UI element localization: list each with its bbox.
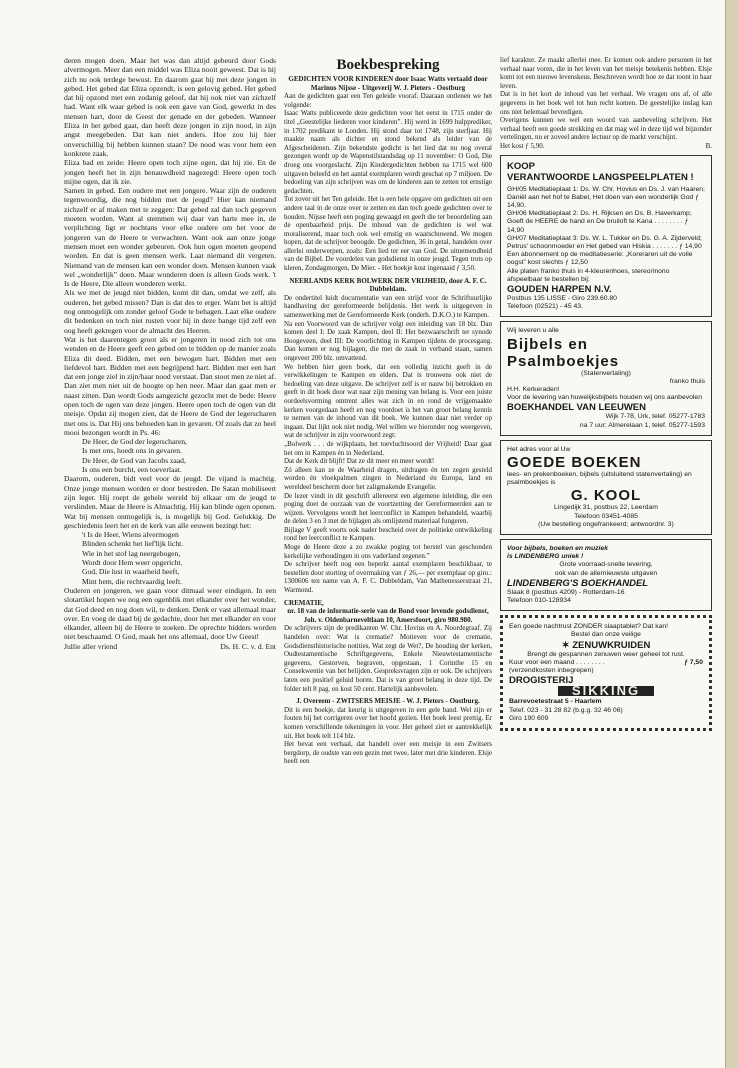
ad-note: franko thuis xyxy=(669,377,705,385)
paragraph: Het bevat een verhaal, dat handelt over een meisje in een Zwitsers bergdorp, de oudste van een gezin met twee, later met drie kinderen. Elsje heeft een xyxy=(284,740,492,766)
ad-company: BOEKHANDEL VAN LEEUWEN xyxy=(507,402,646,414)
ad-title: Bijbels en Psalmboekjes xyxy=(507,335,620,370)
ad-line: is LINDENBERG uniek ! xyxy=(507,553,584,561)
paragraph: Tot zover uit het Ten geleide. Het is een hele opgave om gedichten uit een andere taal in de onze over te zetten en dan toch goede gedichten over te houden. Nijsse heeft een poging gewaagd en geeft die ter beoordeling aan de openbaarheid prijs. De inhoud van de gedichten is wel wat moraliserend, maar toch ook wel ernstig en waarschuwend. We mogen hopen, dat de schrijver beoogde. De gedichten, 36 in getal, handelen over allerlei onderwerpen, zoals: Een lied ter eer van God. De uitnemendheid van de Bijbel. De voordelen van godsdienst in onze jeugd. Tegen trots op kleren, Zondagmorgen, De Mier. - Het boekje kost ingenaaid ƒ 3,50. xyxy=(284,195,492,273)
ad-address: Slaak 8 (postbus 4209) - Rotterdam-16 xyxy=(507,588,625,596)
paragraph: Eliza bad en zeide: Heere open toch zijne ogen, dat hij zie. En de jongen heeft het in zijn benauwdheid nagezegd: Heere open toch mijne ogen, dat ik zie. xyxy=(64,158,276,186)
ad-phone: Telefoon 010-128934 xyxy=(507,597,571,605)
poem-line: God, Die lust in waarheid heeft, xyxy=(82,567,180,577)
ad-line: Brengt de gespannen zenuwen weer geheel tot rust. xyxy=(527,650,685,658)
ad-line: Voor de levering van huwelijksbijbels houden wij ons aanbevolen xyxy=(507,394,702,402)
poem-line: Blinden schenkt het lief'lijk licht. xyxy=(82,539,184,549)
poem-line: Wie in het stof lag neergebogen, xyxy=(82,548,181,558)
ad-item: Een abonnement op de meditatieserie: „Koreraren uit de volle oogst” kost slechts ƒ 12,50 xyxy=(507,251,693,267)
paragraph: lief karakter. Ze maakt allerlei mee. Er komen ook andere personen in het verhaal naar voren, die in het leven van het meisje betekenis hebben. Elsje komt tot een nieuwe levenskeus. Beschreven wordt hoe ze dat toont in haar leven. xyxy=(500,56,712,90)
ad-price-label: Kuur voor een maand . . . . . . . . xyxy=(509,658,605,666)
ad-price-row xyxy=(509,659,703,667)
paragraph: De schrijver heeft nog een beperkt aantal exemplaren beschikbaar, te bestellen door storting of overmaking van ƒ 26,— per exemplaar op giro.: 1300606 ten name van A. F. C. Dubbeldam, Van Mathenesserstraat 21, Warmond. xyxy=(284,560,492,595)
ad-subtitle: (Statenvertaling) xyxy=(581,369,631,377)
review-heading: NEERLANDS KERK BOLWERK DER VRIJHEID, door A. F. C. Dubbeldam. xyxy=(289,276,487,294)
paragraph: Moge de Heere deze a zo zwakke poging tot herstel van geschonden kerkelijke verhoudingen in ons vaderland zegenen.” xyxy=(284,543,492,560)
paragraph: De ondertitel luidt documentatie van een strijd voor de Schriftuurlijke handhaving der gereformeerde belijdenis. Het werk is uitgegeven in samenwerking met de Gereformeerde Kerk (onderh. D.K.O.) te Kampen. xyxy=(284,293,492,320)
ad-address: na 7 uur; Almerelaan 1, telef. 05277-1593 xyxy=(579,421,705,429)
ad-item: GH/07 Meditatieplaat 3: Ds. W. L. Tukker en Ds. G. A. Zijderveld; Petrus' schoonmoeder en Het gebed van Hiskia . . . . . . . ƒ 14,90 xyxy=(507,234,702,250)
ad-g-kool xyxy=(500,440,712,535)
paragraph: Als we met de jeugd niet bidden, komt dit dan, omdat we zelf, als ouderen, het gebed missen? Dan is dat des te erger. Want het is altijd nog onmogelijk om zonder geloof Gode te behagen. Laat elke oudere dit bedenken en toch niet rusten voor hij in deze bange tijd zelf een oog heeft gekregen voor de almacht des Heeren. xyxy=(64,288,276,335)
review-price xyxy=(500,142,712,151)
ad-phone: Telef. 023 - 31 28 82 (b.g.g. 32 46 06) xyxy=(509,706,623,714)
poem-line: Wordt door Hem weer opgericht. xyxy=(82,558,183,568)
ad-line: Voor bijbels, boeken en muziek xyxy=(507,545,608,553)
ad-title: VERANTWOORDE LANGSPEELPLATEN ! xyxy=(507,171,694,183)
reviewer-initial: B. xyxy=(705,141,712,150)
paragraph: Ouderen en jongeren, we gaan voor ditmaal weer eindigen. In een slotartikel hopen we nog een ogenblik met elkander over het wonder, dat God deed en nog doen wil, te denken. Denk er vast allemaal maar over. En voeg de daad bij de gedachte, door het met elkander en voor elkander, alleen bij de Heere te zoeken. De oprechte bidders worden niet beschaamd. O God, maak het ons allemaal, door Uw Geest! xyxy=(64,585,276,642)
poem-line: Is met ons, hoedt ons in gevaren. xyxy=(82,446,182,456)
ad-shop-type: DROGISTERIJ xyxy=(509,675,574,687)
paragraph: Overigens kunnen we wel een woord van aanbeveling schrijven. Het verhaal heeft een goede strekking en dat mag wel in deze tijd wel bijzonder vertelingen, nu er zoveel andere lectuur op de markt verschijnt. xyxy=(500,116,712,142)
paragraph: Dat is in het kort de inhoud van het verhaal. We vragen ons af, of alle gegevens in het boek wel tot hun recht komen. De geestelijke inslag kan ons niet helemaal bevredigen. xyxy=(500,90,712,116)
ad-company: LINDENBERG'S BOEKHANDEL xyxy=(507,577,649,589)
column-meditation xyxy=(64,56,276,651)
ad-intro: Wij leveren u alle xyxy=(507,327,559,335)
ad-title: GOEDE BOEKEN xyxy=(507,454,642,471)
paragraph: De lezer vindt in dit geschrift allereerst een algemene inleiding, die een poging doet de oorzaak van de voortzetting der Gereformeerden aan te wijzen. Vervolgens wordt het leerconflict in Kampen behandeld, waarbij de delen 3 en 3 met de bijlagen als omlijstend materiaal fungeren. xyxy=(284,491,492,526)
column-ads xyxy=(500,56,712,735)
poem-line: De Heer, de God der legerscharen, xyxy=(82,437,187,447)
ad-item: GH/06 Meditatieplaat 2: Ds. H. Rijksen en Ds. B. Haverkamp; Goeft de HEERE de hand en De bruiloft te Kana . . . . . . . . ƒ 14,90 xyxy=(507,210,692,234)
ad-line: Grote voorraad-snelle levering, xyxy=(559,561,653,569)
paragraph: Wat is het daarentegen groot als er jongeren in nood zich tot ons wenden en de Heere geeft een gebed om te bidden op de manier zoals Eliza dit deed. Bidden, met een bewogen hart. Bidden met een liefdevol hart. Bidden met een begrijpend hart. Bidden met een hart dat een jonge ziel in zijn/haar nood verstaat. Dan stoot men ze niet af. Dan ziet men niet uit de hoogte op hen neer. Maar dan gaat men er naast zitten. Dan wordt Gods aangezicht gezocht met de bede: Heere open toch de ogen van deze jongen. Heere open toch de ogen van dit meisje. Opdat zij mogen zien, dat de Heere de God der legerscharen met ons is. Dat Hij ons behoeden kan in gevaren. Of zoals dat zo heel mooi bezongen wordt in Ps. 46: xyxy=(64,334,276,437)
paragraph: Zó alleen kan ze de Waarheid dragen, uitdragen én ten zegen gesteld worden én vloekpalmen zingen in Nederland én Europa, land en wereldeel bescherm door het zaligmakende Evangelie. xyxy=(284,465,492,491)
ad-item: GH/05 Meditatieplaat 1: Ds. W. Chr. Hovius en Ds. J. van Haaren; Daniël aan het hof te Babel, Het doen van een wonderlijk God ƒ 14,90. xyxy=(507,185,705,209)
ad-van-leeuwen xyxy=(500,321,712,435)
signature xyxy=(64,642,276,651)
poem-line: 't Is de Heer, Wiens alvermogen xyxy=(82,530,179,540)
ad-line: lees- en prekenboeken, bijbels (uitsluitend statenvertaling) en psalmboekjes is xyxy=(507,471,692,487)
page-binding-edge xyxy=(725,0,738,1068)
paragraph: „Bolwerk . . . de wijkplaats, het toevluchtsoord der Vrijheid! Daar gaat het om in Kampen én in Nederland. xyxy=(284,439,492,457)
review-heading: GEDICHTEN VOOR KINDEREN door Isaac Watts vertaald door Marinus Nijsse - Uitgeverij W. J. Pieters - Oostburg xyxy=(288,75,488,92)
poem-line: Is ons een burcht, een toeverlaat. xyxy=(82,465,182,475)
ad-address: Barrevoetestraat 5 - Haarlem xyxy=(509,698,602,706)
ad-intro: Het adres voor al Uw xyxy=(507,445,571,453)
ad-note: (Uw bestelling ongefrankeerd; antwoordnr. 3) xyxy=(538,520,674,528)
ad-giro: Giro 190 609 xyxy=(509,714,549,722)
ad-address: Lingedijk 31, postbus 22, Leerdam xyxy=(554,504,658,512)
ad-sikking xyxy=(500,615,712,731)
paragraph: Daarom, ouderen, bidt veel voor de jeugd. De vijand is machtig. Onze jonge mensen worden er door bestreden. De Satan mobiliseert zijn leger. Hij roept de gehele wereld bij elkaar om de jeugd te verslinden. Maar de Heere is Almachtig. Hij kan blinde ogen openen. Wat bij mensen onmogelijk is, is mogelijk bij God. Gelukkig. De geschiedenis leert het en de kerk van alle eeuwen bezingt het: xyxy=(64,474,276,530)
ad-product: ✶ ZENUWKRUIDEN xyxy=(561,639,651,651)
paragraph: deren mogen doen. Maar het was dan altijd gebeurd door Gods alvermogen. Meer dan een middel was Eliza nooit geweest. Dat is hij zich nu ook terdege bewust. En daarom gaat hij met deze jongen in gebed. Het gebed dat Eliza opzendt, is een gelovig gebed. Het gebed dat hij opzond met een zodanig geloof, dat hij ook niet van zichzelf had. Want elk waar gebed is ook een gave van God, gewerkt in des mensen hart, door de Geest der genade en der gebeden. Wanneer Eliza in het gebed gaat, dan heeft deze jongen in zijn nood, in zijn angst meegebeden. Dat kan niet anders. Hoe zou hij hier onverschillig bij hebben kunnen staan? De nood was voor hem een konkrete zaak. xyxy=(64,56,276,158)
ad-title: KOOP xyxy=(507,160,535,172)
ad-lindenberg xyxy=(500,539,712,611)
ad-line: H.H. Kerkeraden! xyxy=(507,385,560,393)
ad-phone: Telefoon (02521) - 45 43. xyxy=(507,303,583,311)
ad-address: Postbus 135 LISSE - Giro 239.60.80 xyxy=(507,294,617,302)
ad-gouden-harpen xyxy=(500,155,712,318)
paragraph: Dit is een boekje, dat keurig is uitgegeven in een gele band. Wel zijn er fouten bij het corrigeren over het hoofd gezien. Het boek leest prettig. Er komen verschillende tekeningen in voor. Het geheel ziet er aantrekkelijk uit. Het boek telt 114 blz. xyxy=(284,705,492,740)
ad-line: Bestel dan onze veilige xyxy=(571,631,641,639)
ad-line: Een goede nachtrust ZONDER slaaptablet? Dat kan! xyxy=(509,623,669,631)
ad-line: ook van de allernieuwste uitgaven xyxy=(554,569,658,577)
price-text: Het kost ƒ 5,90. xyxy=(500,141,545,150)
paragraph: Na een Voorwoord van de schrijver volgt een inleiding van 18 blz. Dan komen deel I: De zaak Kampen, deel II: Het bezwaarschrift ter synode Hoogeveen, deel III: De voorlichting in Kampen tijdens de procesgang. Dan komen er nog bijlagen, die met de zaak in verband staan, samen ongeveer 200 blz. omvattend. xyxy=(284,319,492,362)
paragraph: Bijlage V geeft voorts ook nader bescheid over de politieke ontwikkeling rond het leerconflict te Kampen. xyxy=(284,525,492,543)
poem-line: De Heer, de God van Jacobs zaad, xyxy=(82,455,186,465)
ad-company: SIKKING xyxy=(558,686,654,696)
paragraph: Dat de Kerk dit blijft! Dat ze dit meer en meer wordt! xyxy=(284,457,435,466)
ad-address: Wijk 7-78, Urk, telef. 05277-1783 xyxy=(605,413,705,421)
review-heading: nr. 18 van de informatie-serie van de Bond voor levende godsdienst, Joh. v. Oldenbarneveltlaan 10, Amersfoort, giro 980.980. xyxy=(287,607,489,624)
paragraph: Isaac Watts publiceerde deze gedichten voor het eerst in 1715 onder de titel „Geestelijke liederen voor kinderen”. Hij werd in 1699 hulpprediker, in 1702 predikant te Londen. Hij stond daar tot 1748, zijn sterfjaar. Hij maakte naam als dichter en stond bekend als leider van de Afgescheidenen. Zijn bekendste gedicht is het lied dat nu nog overal gezongen wordt op de Wapenstilstandsdag op 11 november: O God, Die droeg ons voorgeslacht. Zijn Kindergedichten hebben na 1715 wel 600 uitgaven beleefd en het aantal exemplaren wordt geschat op 7 miljoen. De bedoeling van zijn schrijven was om de kinderen aan te zetten tot ernstige gedachten. xyxy=(284,109,492,195)
ad-company: GOUDEN HARPEN N.V. xyxy=(507,283,612,295)
paragraph: We hebben hier geen boek, dat een volledig inzicht geeft in de verwikkelingen te Kampen en elders. Dat is trouwens ook niet de bedoeling van deze uitgave. De schrijver zelf is er nauw bij betrokken en geeft in dit boek door wat naar zijn mening van belang is. Voor een juiste oordeelsvorming omtrent alles wat zich in en rond de vrijgemaakte kerken voorgedaan heeft en nog voordoet is het van groot belang kennis te nemen van de inhoud van dit boek. We kunnen daar niet verder op ingaan. Dat lijkt ook niet nodig. Wel willen we hieronder nog weergeven, wat de schrijver in zijn voorwoord zegt: xyxy=(284,362,492,440)
column-book-reviews xyxy=(284,56,492,766)
ad-phone: Telefoon 03451-4085 xyxy=(574,512,638,520)
ad-item: Alle platen franko thuis in 4-kleurenhoes, stereo/mono afspeelbaar te bestellen bij: xyxy=(507,267,670,283)
signature-author: Ds. H. C. v. d. Ent xyxy=(220,641,276,651)
signature-greeting: Jullie aller vriend xyxy=(64,641,118,651)
review-heading: J. Overeem - ZWITSERS MEISJE - W. J. Pieters - Oostburg. xyxy=(296,697,480,706)
paragraph: Samen in gebed. Een oudere met een jongere. Waar zijn de ouderen tegenwoordig, die nog bidden met de jeugd? Hier kan niemand zichzelf er af maken met te zeggen: Dat gebed zal dan toch gegeven moeten worden. Want al stemmen wij daar van harte mee in, de verplichting ligt er nochtans voor elke oudere om het voor de jongeren van de Heere te verwachten. Want ook aan onze jonge mensen moet een wonder gebeuren. Ook hun ogen moeten geopend worden. En dat is geen mensen werk. Laat niemand dit vergeten. Niemand van de mensen kan een wonder doen. Mensen kunnen vaak wel „wonderlijk” doen. Maar wonderen doen is alleen Gods werk. 't Is de Heere, Die alleen wonderen werkt. xyxy=(64,186,276,289)
review-title: CREMATIE, xyxy=(284,598,324,607)
section-heading: Boekbespreking xyxy=(336,57,440,73)
paragraph: De schrijvers zijn de predikanten W. Chr. Hovius en A. Noordegraaf. Zij handelen over: Wat is crematie? Motieven voor de crematie, Godsdiensthistorische notities, Wat zegt de Wet?, De houding der kerken, Oudtestamentische Schriftgegevens, Enkele Nieuwtestamentische gegevens, Gestorven, begraven, opgestaan, 1 Corinthe 15 en Consekwentie van het belijden. Gespreksvragen zijn er ook. De schrijvers laten een positief geluid horen. Dat is van groot belang in deze tijd. De folder telt 8 pag. en kost 50 cent. Hartelijk aanbevolen. xyxy=(284,624,492,693)
psalm-quote xyxy=(64,437,276,474)
ad-company: G. KOOL xyxy=(570,487,642,505)
ad-line: (verzendkosten inbegrepen) xyxy=(509,667,594,675)
poem-line: Mint hem, die rechtvaardig leeft. xyxy=(82,576,182,586)
ad-price: ƒ 7,50 xyxy=(684,658,703,666)
hymn-quote xyxy=(64,530,276,586)
paragraph: Aan de gedichten gaat een Ten geleide vooraf. Daaraan ontlenen we het volgende: xyxy=(284,92,492,109)
